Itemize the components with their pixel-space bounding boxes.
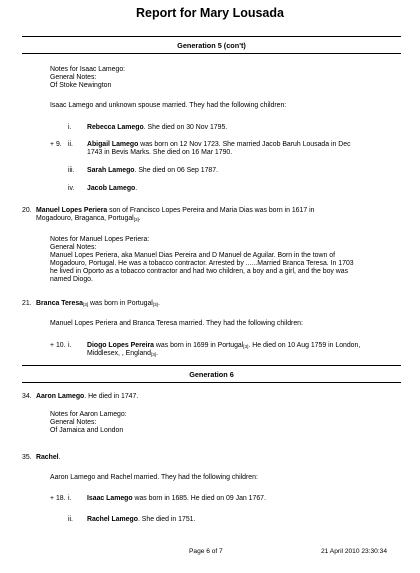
notes-isaac-line: Of Stoke Newington bbox=[50, 82, 112, 89]
notes-isaac-line: General Notes: bbox=[50, 74, 97, 81]
child-text: . She died on 30 Nov 1795. bbox=[143, 124, 228, 131]
child-numeral: i. bbox=[68, 342, 72, 349]
child-text: . She died on 06 Sep 1787. bbox=[134, 167, 219, 174]
child-numeral: i. bbox=[68, 495, 72, 502]
person-text: son of Francisco Lopes Pereira and Maria Dias was born in 1617 in bbox=[107, 207, 315, 214]
child-numeral: i. bbox=[68, 124, 72, 131]
person-entry bbox=[36, 300, 160, 308]
person-number: 34. bbox=[22, 393, 32, 400]
source-citation: [3] bbox=[243, 344, 249, 349]
child-entry bbox=[87, 516, 195, 524]
notes-header-line: General Notes: bbox=[50, 244, 97, 251]
person-text: . bbox=[58, 454, 61, 461]
report-title: Report for Mary Lousada bbox=[136, 6, 284, 20]
child-entry bbox=[87, 167, 218, 175]
child-name: Jacob Lamego bbox=[87, 185, 136, 192]
person-name: Aaron Lamego bbox=[36, 393, 85, 400]
generation-6-top-rule bbox=[22, 365, 401, 366]
person-name: Manuel Lopes Periera bbox=[36, 207, 108, 214]
notes-line: General Notes: bbox=[50, 419, 97, 426]
notes-line: Of Jamaica and London bbox=[50, 427, 124, 434]
child-marker: + 18. bbox=[50, 495, 66, 502]
source-citation: [3] bbox=[152, 302, 158, 307]
notes-body-line: Mogadouro, Portugal. He was a tobacco contractor. Arrested by ......Married Branca Teresa. In 1703 bbox=[50, 260, 354, 267]
child-name: Rachel Lamego bbox=[87, 516, 138, 523]
child-text: was born in 1685. He died on 09 Jan 1767. bbox=[132, 495, 266, 502]
person-entry bbox=[36, 393, 138, 401]
person-number: 21. bbox=[22, 300, 32, 307]
child-name: Isaac Lamego bbox=[87, 495, 133, 502]
child-entry-continued bbox=[87, 350, 158, 358]
notes-line: Notes for Aaron Lamego: bbox=[50, 411, 127, 418]
source-citation: [3] bbox=[83, 302, 89, 307]
generation-5-heading: Generation 5 (con't) bbox=[177, 41, 246, 50]
punctuation: . bbox=[138, 215, 141, 222]
person-name: Rachel bbox=[36, 454, 59, 461]
child-text: Middlesex, , England bbox=[87, 350, 151, 357]
children-intro: Isaac Lamego and unknown spouse married. They had the following children: bbox=[50, 102, 287, 109]
children-intro: Aaron Lamego and Rachel married. They had the following children: bbox=[50, 474, 258, 481]
person-number: 20. bbox=[22, 207, 32, 214]
person-text: Mogadouro, Braganca, Portugal bbox=[36, 215, 134, 222]
child-name: Rebecca Lamego bbox=[87, 124, 144, 131]
child-text: . He died on 10 Aug 1759 in London, bbox=[248, 342, 361, 349]
notes-body-line: Manuel Lopes Periera, aka Manuel Dias Pereira and D Manuel de Aguilar. Born in the town of bbox=[50, 252, 335, 259]
notes-body-line: he lived in Oporto as a tobacco contractor and had two children, a boy and a girl, and the boy was bbox=[50, 268, 349, 275]
notes-body-line: named Diogo. bbox=[50, 276, 93, 283]
person-entry bbox=[36, 454, 61, 462]
generation-5-rule bbox=[22, 53, 401, 54]
top-rule bbox=[22, 36, 401, 37]
child-marker: + 10. bbox=[50, 342, 66, 349]
child-numeral: ii. bbox=[68, 516, 73, 523]
generation-6-rule bbox=[22, 382, 401, 383]
page-number: Page 6 of 7 bbox=[189, 548, 223, 555]
child-text-continued: 1743 in Bevis Marks. She died on 16 Mar 1790. bbox=[87, 149, 233, 156]
punctuation: . bbox=[157, 300, 160, 307]
person-number: 35. bbox=[22, 454, 32, 461]
child-name: Abigail Lamego bbox=[87, 141, 139, 148]
person-name: Branca Teresa bbox=[36, 300, 83, 307]
child-name: Sarah Lamego bbox=[87, 167, 135, 174]
generation-6-heading: Generation 6 bbox=[189, 370, 234, 379]
person-entry-continued bbox=[36, 215, 141, 223]
child-numeral: iii. bbox=[68, 167, 75, 174]
footer-timestamp: 21 April 2010 23:30:34 bbox=[321, 548, 387, 555]
notes-header-line: Notes for Manuel Lopes Periera: bbox=[50, 236, 150, 243]
child-entry bbox=[87, 185, 137, 193]
child-numeral: iv. bbox=[68, 185, 75, 192]
child-numeral: ii. bbox=[68, 141, 73, 148]
source-citation: [3] bbox=[133, 217, 139, 222]
punctuation: . bbox=[156, 350, 158, 357]
child-entry bbox=[87, 495, 266, 503]
child-marker: + 9. bbox=[50, 141, 62, 148]
children-intro: Manuel Lopes Periera and Branca Teresa married. They had the following children: bbox=[50, 320, 303, 327]
notes-isaac-line: Notes for Isaac Lamego: bbox=[50, 66, 126, 73]
child-text: was born in 1699 in Portugal bbox=[154, 342, 244, 349]
child-text: . She died in 1751. bbox=[137, 516, 196, 523]
child-entry bbox=[87, 124, 227, 132]
child-text: . bbox=[135, 185, 138, 192]
source-citation: [3] bbox=[150, 352, 157, 357]
person-text: was born in Portugal bbox=[88, 300, 153, 307]
person-text: . He died in 1747. bbox=[84, 393, 139, 400]
child-name: Diogo Lopes Pereira bbox=[87, 342, 155, 349]
child-text: was born on 12 Nov 1723. She married Jacob Baruh Lousada in Dec bbox=[138, 141, 351, 148]
